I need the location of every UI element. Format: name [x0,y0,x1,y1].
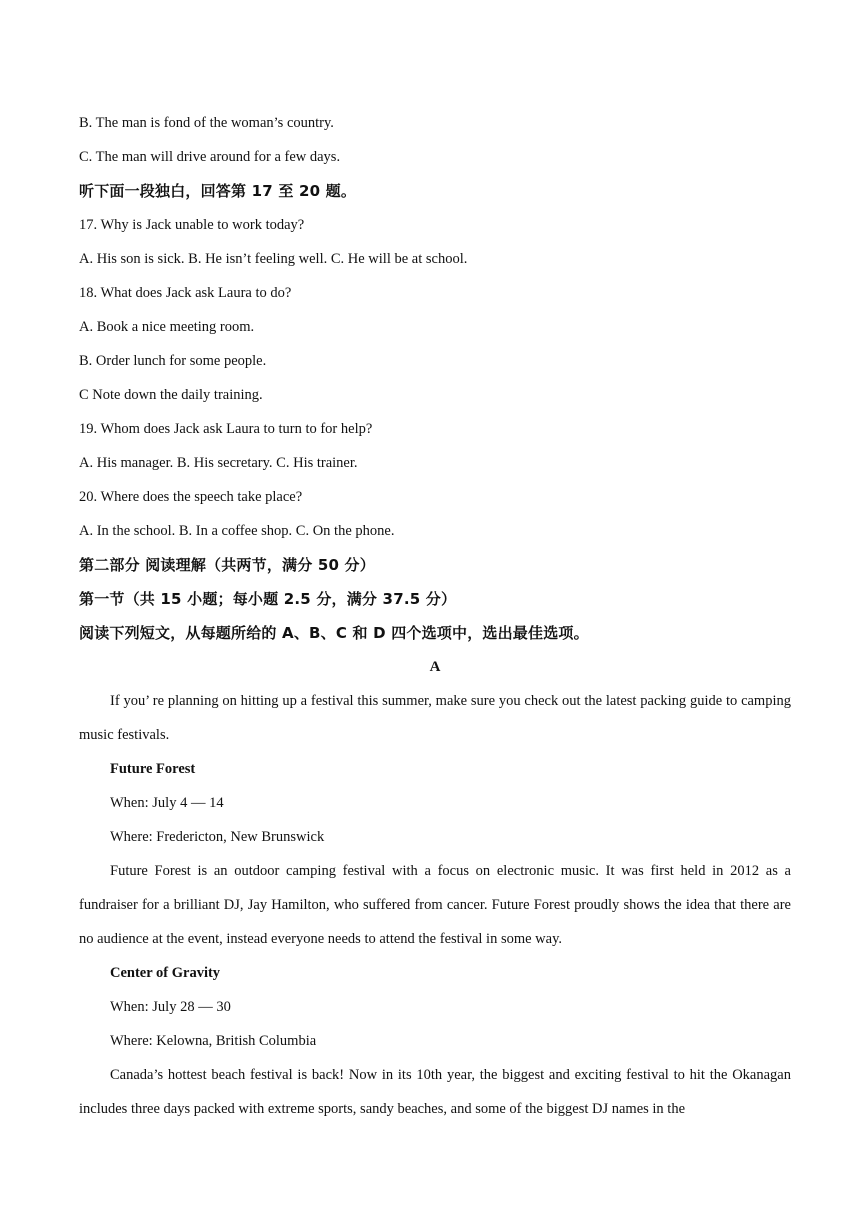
document-page [79,106,791,1126]
question-20: 20. Where does the speech take place? [79,489,303,505]
section1-heading: 第一节（共 15 小题；每小题 2.5 分，满分 37.5 分） [79,590,457,608]
question-18: 18. What does Jack ask Laura to do? [79,285,292,301]
question-20-options: A. In the school. B. In a coffee shop. C. On the phone. [79,523,395,539]
festival-where: Where: Fredericton, New Brunswick [110,829,325,845]
festival-name: Future Forest [110,761,196,777]
question-17: 17. Why is Jack unable to work today? [79,217,305,233]
festival-description: Future Forest is an outdoor camping festival with a focus on electronic music. It was first held in 2012 as a fundraiser for a brilliant DJ, Jay Hamilton, who suffered from cancer. Future Forest proudly shows the idea that there are no audience at the event, instead everyone needs to attend the festival in some way. [79,863,791,947]
question-18-option-c: C Note down the daily training. [79,387,263,403]
passage-label: A [429,659,441,675]
section-heading-monologue: 听下面一段独白，回答第 17 至 20 题。 [79,182,357,200]
instructions: 阅读下列短文，从每题所给的 A、B、C 和 D 四个选项中，选出最佳选项。 [79,624,589,642]
festival-when: When: July 4 — 14 [110,795,224,811]
part2-heading: 第二部分 阅读理解（共两节，满分 50 分） [79,556,375,574]
option-line: C. The man will drive around for a few days. [79,149,341,165]
festival-description: Canada’s hottest beach festival is back! Now in its 10th year, the biggest and exciting festival to hit the Okanagan includes three days packed with extreme sports, sandy beaches, and some of the biggest DJ names in the [79,1067,791,1117]
question-17-options: A. His son is sick. B. He isn’t feeling well. C. He will be at school. [79,251,468,267]
festival-name: Center of Gravity [110,965,221,981]
passage-intro: If you’ re planning on hitting up a festival this summer, make sure you check out the latest packing guide to camping music festivals. [79,693,791,743]
question-19: 19. Whom does Jack ask Laura to turn to for help? [79,421,373,437]
festival-where: Where: Kelowna, British Columbia [110,1033,317,1049]
question-19-options: A. His manager. B. His secretary. C. His trainer. [79,455,358,471]
festival-when: When: July 28 — 30 [110,999,231,1015]
option-line: B. The man is fond of the woman’s country. [79,115,334,131]
question-18-option-b: B. Order lunch for some people. [79,353,267,369]
question-18-option-a: A. Book a nice meeting room. [79,319,255,335]
